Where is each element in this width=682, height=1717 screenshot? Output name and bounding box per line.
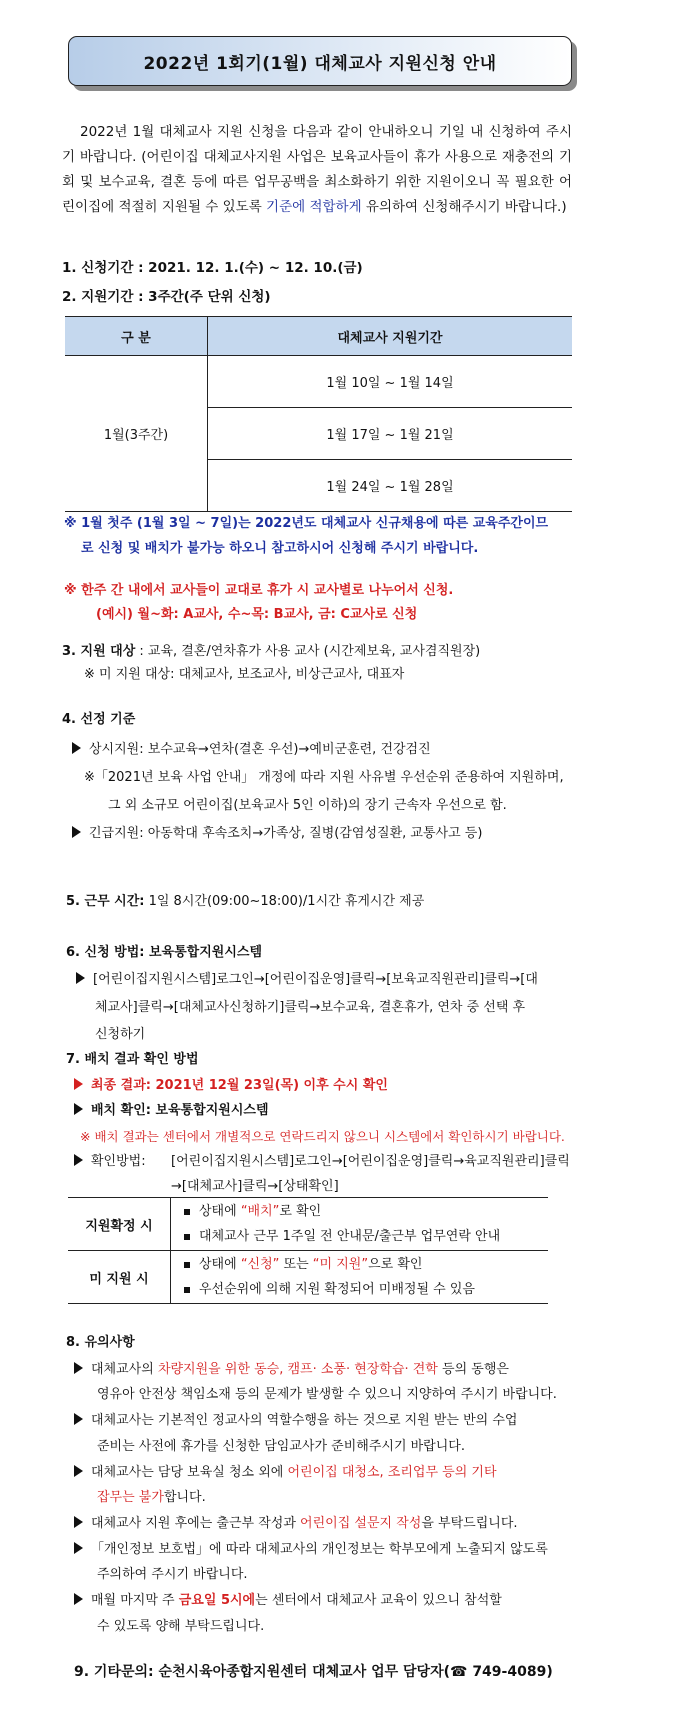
notice-first-week-line2: 로 신청 및 배치가 불가능 하오니 참고하시어 신청해 주시기 바랍니다. — [81, 541, 479, 556]
status-item — [172, 1224, 547, 1249]
caution-6-line2: 수 있도록 양해 부탁드립니다. — [97, 1619, 265, 1634]
triangle-bullet-icon — [74, 1154, 83, 1166]
status-text: 대체교사 근무 1주일 전 안내문/출근부 업무연락 안내 — [199, 1229, 501, 1244]
section-3-exclusion: ※ 미 지원 대상: 대체교사, 보조교사, 비상근교사, 대표자 — [84, 667, 405, 682]
intro-highlight: 기준에 적합하게 — [266, 199, 362, 215]
status-text: 또는 — [279, 1257, 313, 1272]
group-label: 1월(3주간) — [65, 356, 208, 512]
status-highlight: “미 지원” — [312, 1257, 369, 1272]
method-text: [어린이집지원시스템]로그인→[어린이집운영]클릭→[보육교직원관리]클릭→[대 — [93, 972, 538, 987]
method-label: 확인방법: — [91, 1154, 146, 1169]
intro-paragraph — [62, 120, 572, 220]
status-text: 우선순위에 의해 지원 확정되어 미배정될 수 있음 — [199, 1282, 475, 1297]
caution-highlight: 어린이집 대청소, 조리업무 등의 기타 — [287, 1465, 497, 1480]
regular-support-text: 상시지원: 보수교육→연차(결혼 우선)→예비군훈련, 건강검진 — [89, 742, 431, 757]
intro-text: 2022년 1월 대체교사 지원 신청을 다음과 같이 안내하오니 기일 내 신청하여 주시기 바랍니다. (어린이집 대체교사지원 사업은 보육교사들이 휴가 사용으로 재충전의 기회 및 보수교육, 결혼 등에 따른 업무공백을 최소화하기 위한 지원이오니 꼭 필요한 어린이집에 적절히 지원될 수 있도록 — [62, 124, 572, 215]
section-1-application-period: 1. 신청기간 : 2021. 12. 1.(수) ~ 12. 10.(금) — [62, 260, 363, 276]
caution-2 — [74, 1411, 518, 1431]
caution-text: 대체교사는 담당 보육실 청소 외에 — [91, 1465, 288, 1480]
square-bullet-icon — [184, 1287, 190, 1293]
section-8-heading: 8. 유의사항 — [66, 1335, 135, 1350]
caution-1 — [74, 1360, 509, 1380]
section-7-confirm — [74, 1101, 269, 1121]
section-7-final-result — [74, 1076, 388, 1096]
status-item — [172, 1277, 547, 1302]
caution-6 — [74, 1591, 502, 1611]
status-label: 지원확정 시 — [68, 1198, 171, 1251]
section-7-method — [74, 1152, 146, 1172]
section-3-text: : 교육, 결혼/연차휴가 사용 교사 (시간제보육, 교사겸직원장) — [135, 644, 481, 659]
triangle-bullet-icon — [76, 972, 85, 984]
square-bullet-icon — [184, 1262, 190, 1268]
caution-text: 합니다. — [163, 1490, 206, 1505]
caution-text: 을 부탁드립니다. — [421, 1516, 518, 1531]
status-text: 으로 확인 — [368, 1257, 423, 1272]
section-7-note: ※ 배치 결과는 센터에서 개별적으로 연락드리지 않으니 시스템에서 확인하시기 바랍니다. — [80, 1129, 565, 1144]
table-row — [68, 1198, 548, 1251]
caution-4 — [74, 1514, 518, 1534]
status-label: 미 지원 시 — [68, 1251, 171, 1304]
section-6-heading: 6. 신청 방법: 보육통합지원시스템 — [66, 945, 263, 960]
triangle-bullet-icon — [74, 1465, 83, 1477]
section-6-line1 — [76, 970, 538, 990]
square-bullet-icon — [184, 1209, 190, 1215]
status-highlight: “배치” — [240, 1204, 280, 1219]
caution-highlight: 금요일 5시에 — [178, 1593, 256, 1608]
status-text: 상태에 — [199, 1257, 241, 1272]
table-row — [65, 356, 572, 408]
section-4-note1: ※「2021년 보육 사업 안내」 개정에 따라 지원 사유별 우선순위 준용하여 지원하며, — [84, 770, 564, 785]
triangle-bullet-icon — [74, 1516, 83, 1528]
triangle-bullet-icon — [74, 1413, 83, 1425]
section-4-heading: 4. 선정 기준 — [62, 712, 136, 727]
caution-5-line2: 주의하여 주시기 바랍니다. — [97, 1567, 248, 1582]
notice-split-line1: ※ 한주 간 내에서 교사들이 교대로 휴가 시 교사별로 나누어서 신청. — [64, 583, 454, 598]
status-item — [172, 1252, 547, 1277]
confirm-text: 배치 확인: 보육통합지원시스템 — [91, 1103, 269, 1118]
triangle-bullet-icon — [72, 742, 81, 754]
caution-text: 대체교사는 기본적인 정교사의 역할수행을 하는 것으로 지원 받는 반의 수업 — [91, 1413, 518, 1428]
caution-1-line2: 영유아 안전상 책임소재 등의 문제가 발생할 수 있으니 지양하여 주시기 바랍니다. — [97, 1387, 557, 1402]
section-9-contact: 9. 기타문의: 순천시육아종합지원센터 대체교사 업무 담당자(☎ 749-4089) — [74, 1664, 553, 1680]
section-7-method-line2: →[대체교사]클릭→[상태확인] — [171, 1179, 339, 1194]
table-header-category: 구 분 — [65, 317, 208, 356]
caution-highlight: 어린이집 설문지 작성 — [300, 1516, 422, 1531]
section-5-working-hours — [66, 892, 424, 912]
caution-text: 대체교사의 — [91, 1362, 158, 1377]
table-row — [68, 1251, 548, 1304]
section-5-text: 1일 8시간(09:00~18:00)/1시간 휴게시간 제공 — [144, 894, 425, 909]
document-title: 2022년 1회기(1월) 대체교사 지원신청 안내 — [68, 36, 572, 86]
notice-split-line2: (예시) 월~화: A교사, 수~목: B교사, 금: C교사로 신청 — [96, 607, 418, 622]
section-3-eligibility — [62, 642, 480, 662]
section-7-heading: 7. 배치 결과 확인 방법 — [66, 1052, 199, 1067]
section-6-line3: 신청하기 — [95, 1027, 146, 1042]
caution-5 — [74, 1540, 548, 1560]
triangle-bullet-icon — [74, 1103, 83, 1115]
status-highlight: “신청” — [240, 1257, 280, 1272]
status-item — [172, 1199, 547, 1224]
period-cell: 1월 17일 ~ 1월 21일 — [208, 408, 573, 460]
section-7-method-line1: [어린이집지원시스템]로그인→[어린이집운영]클릭→육교직원관리]클릭 — [171, 1154, 570, 1169]
caution-text: 는 센터에서 대체교사 교육이 있으니 참석할 — [255, 1593, 502, 1608]
caution-text: 매월 마지막 주 — [91, 1593, 179, 1608]
caution-highlight: 잡무는 불가 — [97, 1490, 164, 1505]
section-6-line2: 체교사]클릭→[대체교사신청하기]클릭→보수교육, 결혼휴가, 연차 중 선택 후 — [95, 1000, 526, 1015]
section-4-note2: 그 외 소규모 어린이집(보육교사 5인 이하)의 장기 근속자 우선으로 함. — [108, 798, 507, 813]
caution-3-line2 — [97, 1488, 206, 1508]
caution-text: 등의 동행은 — [437, 1362, 509, 1377]
period-cell: 1월 10일 ~ 1월 14일 — [208, 356, 573, 408]
support-period-table — [65, 316, 572, 512]
status-text: 상태에 — [199, 1204, 241, 1219]
section-3-heading: 3. 지원 대상 — [62, 644, 136, 659]
section-5-heading: 5. 근무 시간: — [66, 894, 145, 909]
triangle-bullet-icon — [74, 1078, 83, 1090]
caution-highlight: 차량지원을 위한 동승, 캠프· 소풍· 현장학습· 견학 — [157, 1362, 438, 1377]
square-bullet-icon — [184, 1234, 190, 1240]
caution-2-line2: 준비는 사전에 휴가를 신청한 담임교사가 준비해주시기 바랍니다. — [97, 1439, 465, 1454]
triangle-bullet-icon — [74, 1593, 83, 1605]
final-result-text: 최종 결과: 2021년 12월 23일(목) 이후 수시 확인 — [91, 1078, 388, 1093]
period-cell: 1월 24일 ~ 1월 28일 — [208, 460, 573, 512]
section-2-support-period: 2. 지원기간 : 3주간(주 단위 신청) — [62, 289, 271, 305]
section-4-regular — [72, 740, 431, 760]
caution-text: 「개인정보 보호법」에 따라 대체교사의 개인정보는 학부모에게 노출되지 않도록 — [91, 1542, 548, 1557]
caution-3 — [74, 1463, 497, 1483]
caution-text: 대체교사 지원 후에는 출근부 작성과 — [91, 1516, 301, 1531]
urgent-support-text: 긴급지원: 아동학대 후속조치→가족상, 질병(감염성질환, 교통사고 등) — [89, 826, 483, 841]
triangle-bullet-icon — [72, 826, 81, 838]
notice-first-week-line1: ※ 1월 첫주 (1월 3일 ~ 7일)는 2022년도 대체교사 신규채용에 따른 교육주간이므 — [64, 516, 549, 531]
intro-text-end: 유의하여 신청해주시기 바랍니다.) — [361, 199, 567, 215]
triangle-bullet-icon — [74, 1362, 83, 1374]
status-text: 로 확인 — [279, 1204, 322, 1219]
table-header-period: 대체교사 지원기간 — [208, 317, 573, 356]
status-table — [68, 1197, 548, 1304]
triangle-bullet-icon — [74, 1542, 83, 1554]
section-4-urgent — [72, 824, 482, 844]
